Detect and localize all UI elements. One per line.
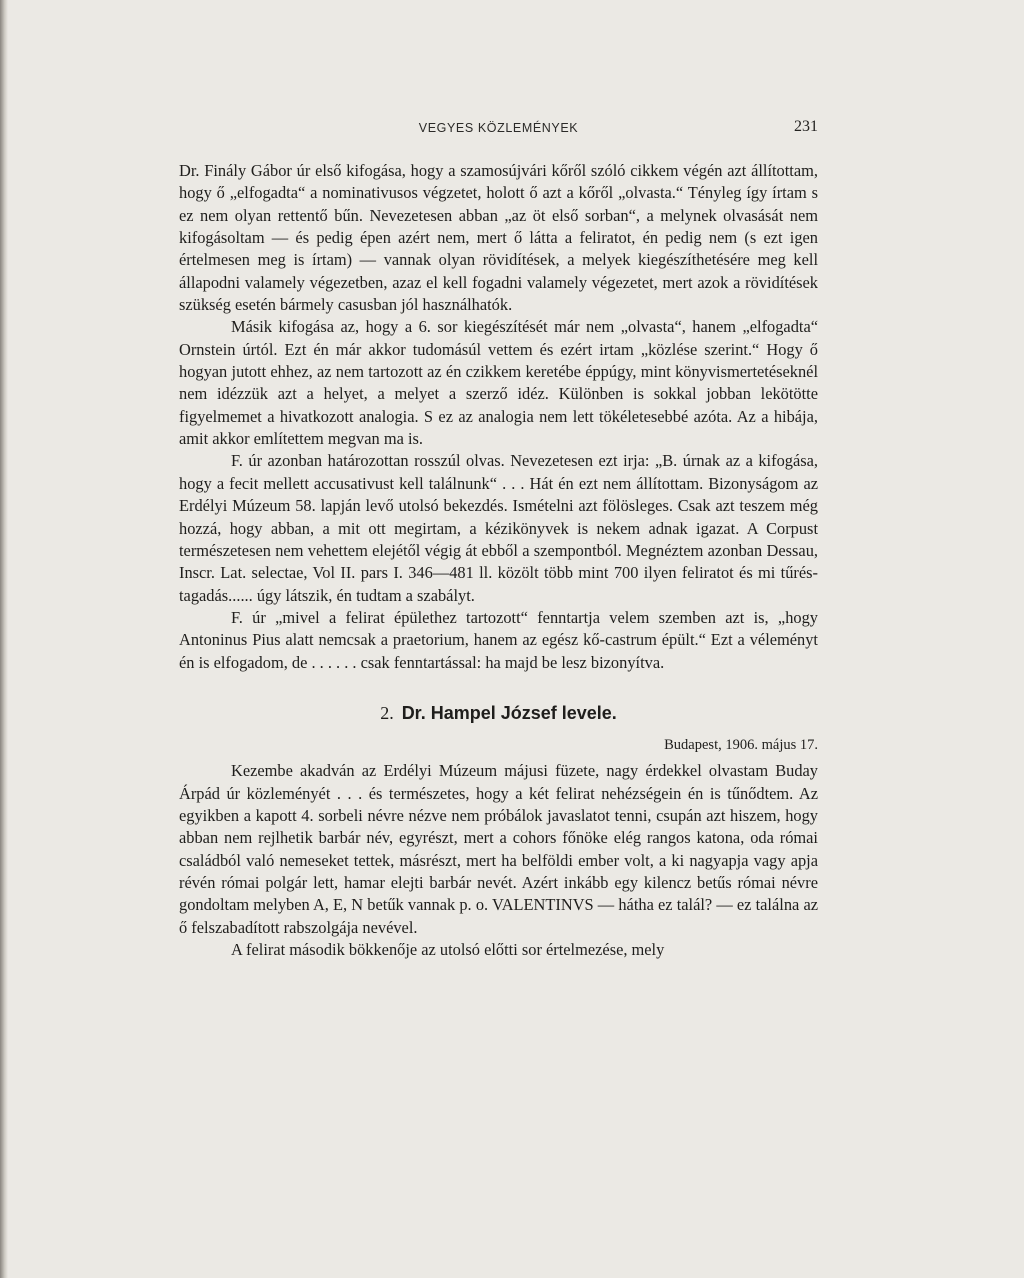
paragraph-3: F. úr azonban határozottan rosszúl olvas. Nevezetesen ezt irja: „B. úrnak az a kifogása, hogy a fecit mellett accusativust kell találnunk“ . . . Hát én ezt nem állítottam. Bizonyságom az Erdélyi Múzeum 58. lapján levő utolsó bekezdés. Ismételni azt fölösleges. Csak azt teszem még hozzá, hogy abban, a mit ott megirtam, a kézikönyvek is nekem adnak igazat. A Corpust természetesen nem vehettem elejétől végig át ebből a szempontból. Megnéztem azonban Dessau, Inscr. Lat. selectae, Vol II. pars I. 346—481 ll. közölt több mint 700 ilyen feliratot és mi tűrés-tagadás...... úgy látszik, én tudtam a szabályt.: [179, 451, 818, 605]
running-head: [179, 118, 818, 142]
page-spine-shadow: [0, 0, 8, 1278]
letter-paragraph-2: A felirat második bökkenője az utolsó előtti sor értelmezése, mely: [231, 940, 665, 959]
section-title: Dr. Hampel József levele.: [401, 702, 617, 723]
letter-dateline: Budapest, 1906. május 17.: [664, 736, 818, 753]
page-body: [179, 160, 818, 961]
paragraph-4: F. úr „mivel a felirat épülethez tartozott“ fenntartja velem szemben azt is, „hogy Antoninus Pius alatt nemcsak a praetorium, hanem az egész kő-castrum épült.“ Ezt a véleményt én is elfogadom, de . . . . . . csak fenntartással: ha majd be lesz bizonyítva.: [179, 607, 818, 672]
section-heading: [179, 702, 818, 724]
paragraph-1: Dr. Finály Gábor úr első kifogása, hogy a szamosújvári kőről szóló cikkem végén azt állítottam, hogy ő „elfogadta“ a nominativusos végzetet, holott ő azt a kőről „olvasta.“ Tényleg így írtam s ez nem olyan rettentő bűn. Nevezetesen abban „az öt első sorban“, a melynek olvasását nem kifogásoltam — és pedig épen azért nem, mert ő látta a feliratot, én pedig nem (s ezt igen értelmesen meg is írtam) — vannak olyan rövidítések, a melyek kiegészíthetésére meg kell állapodni valamely végezetben, azaz el kell fogadni valamely végezetet, mert azok a rövidítések szükség esetén bármely casusban jól használhatók.: [179, 161, 818, 315]
section-number: 2.: [380, 702, 394, 723]
letter-paragraph-1: Kezembe akadván az Erdélyi Múzeum májusi füzete, nagy érdekkel olvastam Buday Árpád úr közleményét . . . és természetes, hogy a két felirat nehézségein én is tűnődtem. Az egyikben a kapott 4. sorbeli névre nézve nem próbálok javaslatot tenni, csupán azt hiszem, hogy abban nem rejlhetik barbár név, egyrészt, mert a cohors főnöke elég rangos katona, oda római családból való nemeseket tettek, másrészt, mert ha belföldi ember volt, a ki nagyapja vagy apja révén római polgár lett, hamar elejti barbár nevét. Azért inkább egy kilencz betűs római névre gondoltam melyben A, E, N betűk vannak p. o. VALENTINVS — hátha ez talál? — ez találna az ő felszabadított rabszolgája nevével.: [179, 761, 818, 937]
running-head-title: VEGYES KÖZLEMÉNYEK: [418, 121, 579, 135]
page-number: 231: [794, 118, 818, 135]
paragraph-2: Másik kifogása az, hogy a 6. sor kiegészítését már nem „olvasta“, hanem „elfogadta“ Ornstein úrtól. Ezt én már akkor tudomásúl vettem és ezért irtam „közlése szerint.“ Hogy ő hogyan jutott ehhez, az nem tartozott az én czikkem keretébe éppúgy, mint könyvismertetéseknél nem idézzük azt a helyet, a melyet a szerző idéz. Különben is sokkal jobban lekötötte figyelmemet a hivatkozott analogia. S ez az analogia nem lett tökéletesebbé azóta. Az a hibája, amit akkor említettem megvan ma is.: [179, 317, 818, 449]
